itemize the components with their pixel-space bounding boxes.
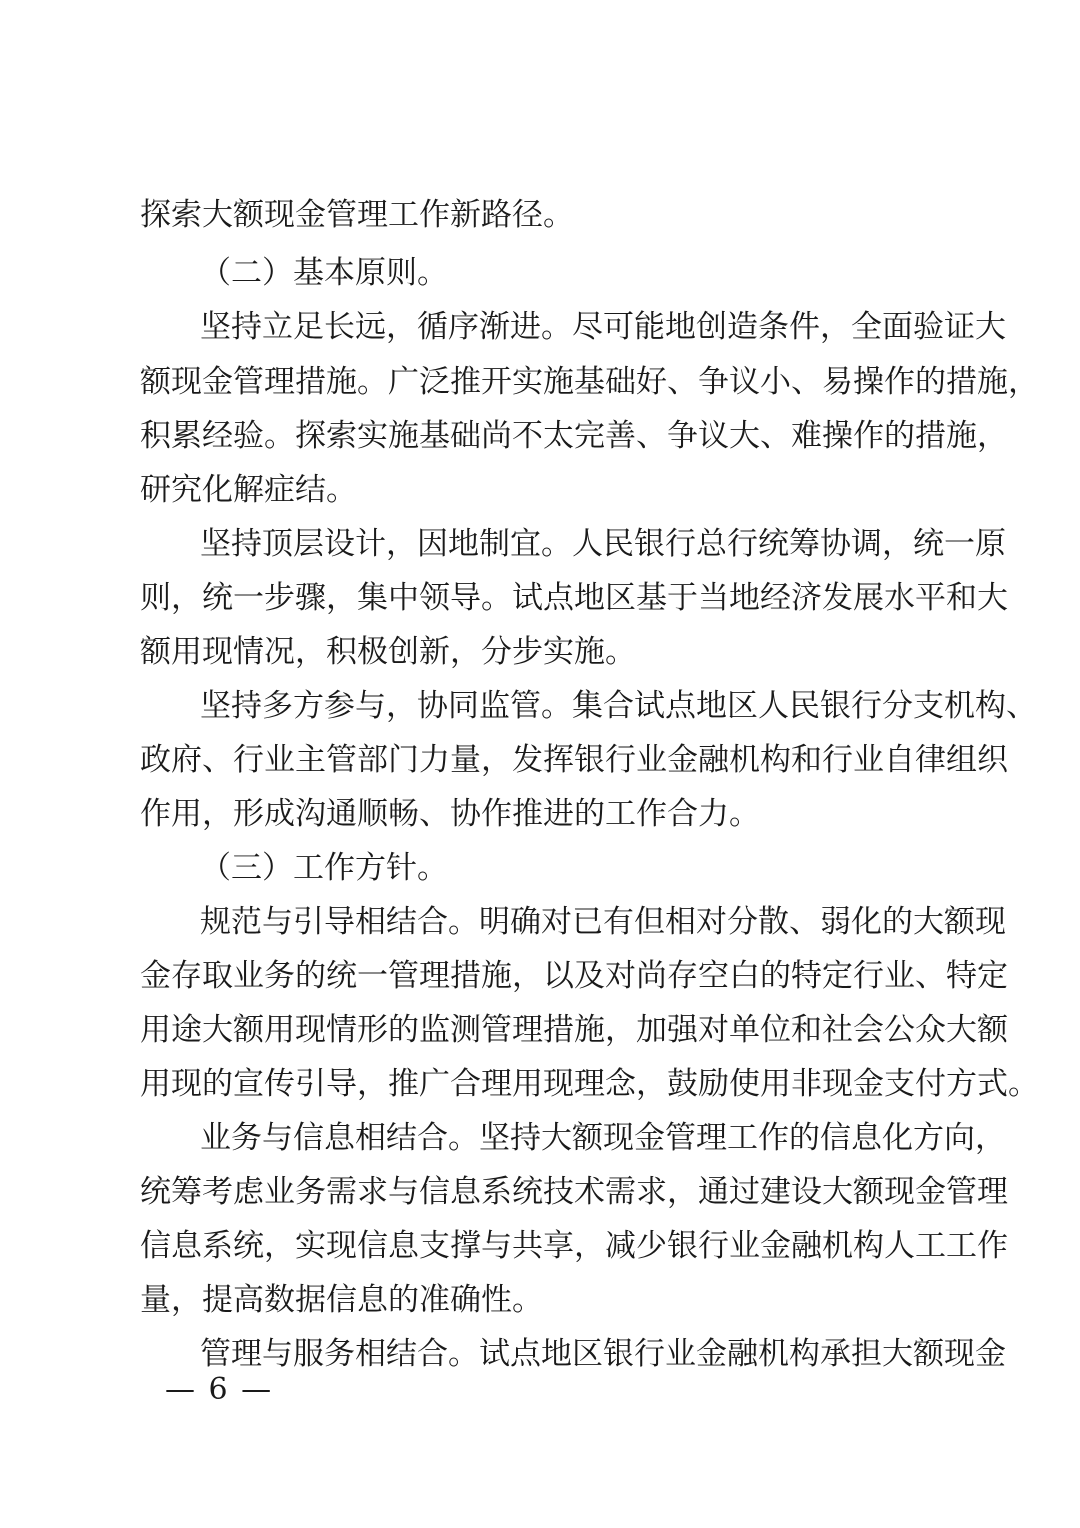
- text-line: 额用现情况，积极创新，分步实施。: [140, 634, 636, 670]
- page-number: — 6 —: [165, 1372, 274, 1407]
- text-line: 政府、行业主管部门力量，发挥银行业金融机构和行业自律组织: [140, 742, 1008, 778]
- text-line: 坚持多方参与，协同监管。集合试点地区人民银行分支机构、: [200, 688, 1037, 724]
- text-line: 积累经验。探索实施基础尚不太完善、争议大、难操作的措施，: [140, 418, 1008, 454]
- text-line: 用现的宣传引导，推广合理用现理念，鼓励使用非现金支付方式。: [140, 1066, 1039, 1102]
- text-line: 额现金管理措施。广泛推开实施基础好、争议小、易操作的措施，: [140, 364, 1039, 400]
- text-line: 则，统一步骤，集中领导。试点地区基于当地经济发展水平和大: [140, 580, 1008, 616]
- text-line: 坚持立足长远，循序渐进。尽可能地创造条件，全面验证大: [200, 309, 1006, 345]
- text-line: 坚持顶层设计，因地制宜。人民银行总行统筹协调，统一原: [200, 526, 1006, 562]
- text-line: 金存取业务的统一管理措施，以及对尚存空白的特定行业、特定: [140, 958, 1008, 994]
- text-line: 量，提高数据信息的准确性。: [140, 1282, 543, 1318]
- section-heading: （三）工作方针。: [200, 850, 448, 886]
- text-line: 管理与服务相结合。试点地区银行业金融机构承担大额现金: [200, 1336, 1006, 1372]
- section-heading: （二）基本原则。: [200, 255, 448, 291]
- text-line: 探索大额现金管理工作新路径。: [140, 197, 574, 233]
- text-line: 研究化解症结。: [140, 472, 357, 508]
- text-line: 作用，形成沟通顺畅、协作推进的工作合力。: [140, 796, 760, 832]
- text-line: 规范与引导相结合。明确对已有但相对分散、弱化的大额现: [200, 904, 1006, 940]
- text-line: 统筹考虑业务需求与信息系统技术需求，通过建设大额现金管理: [140, 1174, 1008, 1210]
- text-line: 信息系统，实现信息支撑与共享，减少银行业金融机构人工工作: [140, 1228, 1008, 1264]
- text-line: 用途大额用现情形的监测管理措施，加强对单位和社会公众大额: [140, 1012, 1008, 1048]
- text-line: 业务与信息相结合。坚持大额现金管理工作的信息化方向，: [200, 1120, 1006, 1156]
